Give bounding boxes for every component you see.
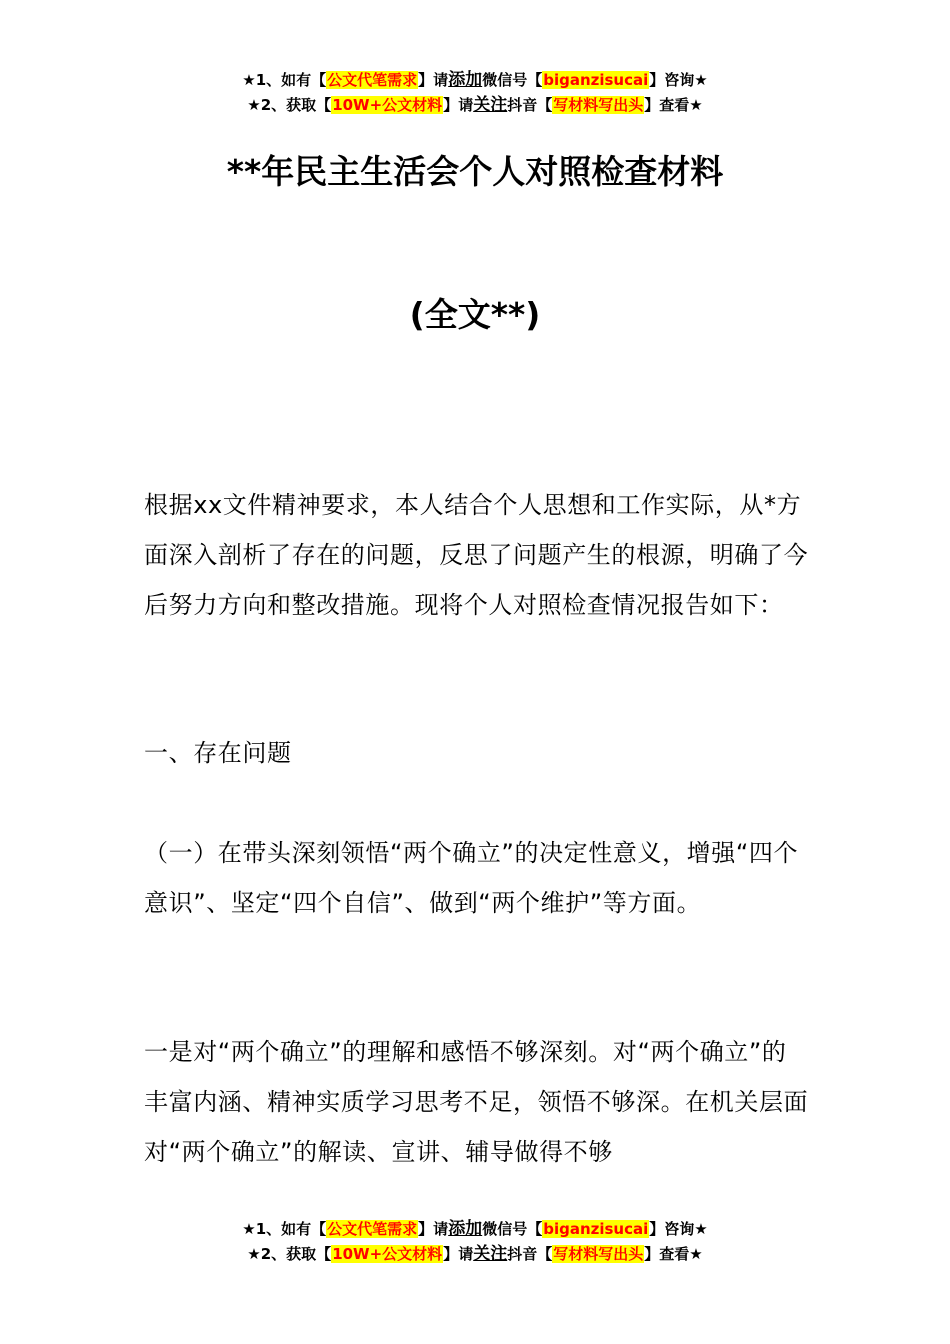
banner-highlight: 10W+公文材料 (332, 1245, 443, 1263)
banner-highlight: 公文代笔需求 (327, 71, 418, 89)
bottom-banner (0, 1217, 950, 1267)
intro-paragraph: 根据xx文件精神要求，本人结合个人思想和工作实际，从*方面深入剖析了存在的问题，反思了问题产生的根源，明确了今后努力方向和整改措施。现将个人对照检查情况报告如下： (144, 491, 809, 619)
banner-highlight: 公文代笔需求 (327, 1220, 418, 1238)
subsection-paragraph: （一）在带头深刻领悟“两个确立”的决定性意义，增强“四个意识”、坚定“四个自信”、做到“两个维护”等方面。 (144, 839, 799, 917)
banner-highlight: 写材料写出头 (553, 96, 644, 114)
banner-highlight: 10W+公文材料 (332, 96, 443, 114)
banner-line-1: ★1、如有【公文代笔需求】请添加微信号【biganzisucai】咨询★ (242, 70, 708, 90)
top-banner (0, 68, 950, 118)
banner-highlight: biganzisucai (543, 71, 649, 89)
banner-highlight: biganzisucai (543, 1220, 649, 1238)
document-title: **年民主生活会个人对照检查材料 (226, 152, 724, 191)
point-paragraph: 一是对“两个确立”的理解和感悟不够深刻。对“两个确立”的丰富内涵、精神实质学习思考不足，领悟不够深。在机关层面对“两个确立”的解读、宣讲、辅导做得不够 (144, 1038, 809, 1166)
banner-line-2: ★2、获取【10W+公文材料】请关注抖音【写材料写出头】查看★ (247, 95, 703, 115)
document-subtitle: (全文**) (409, 295, 541, 334)
banner-line-1: ★1、如有【公文代笔需求】请添加微信号【biganzisucai】咨询★ (242, 1219, 708, 1239)
banner-highlight: 写材料写出头 (553, 1245, 644, 1263)
section-heading: 一、存在问题 (144, 739, 292, 767)
banner-line-2: ★2、获取【10W+公文材料】请关注抖音【写材料写出头】查看★ (247, 1244, 703, 1264)
